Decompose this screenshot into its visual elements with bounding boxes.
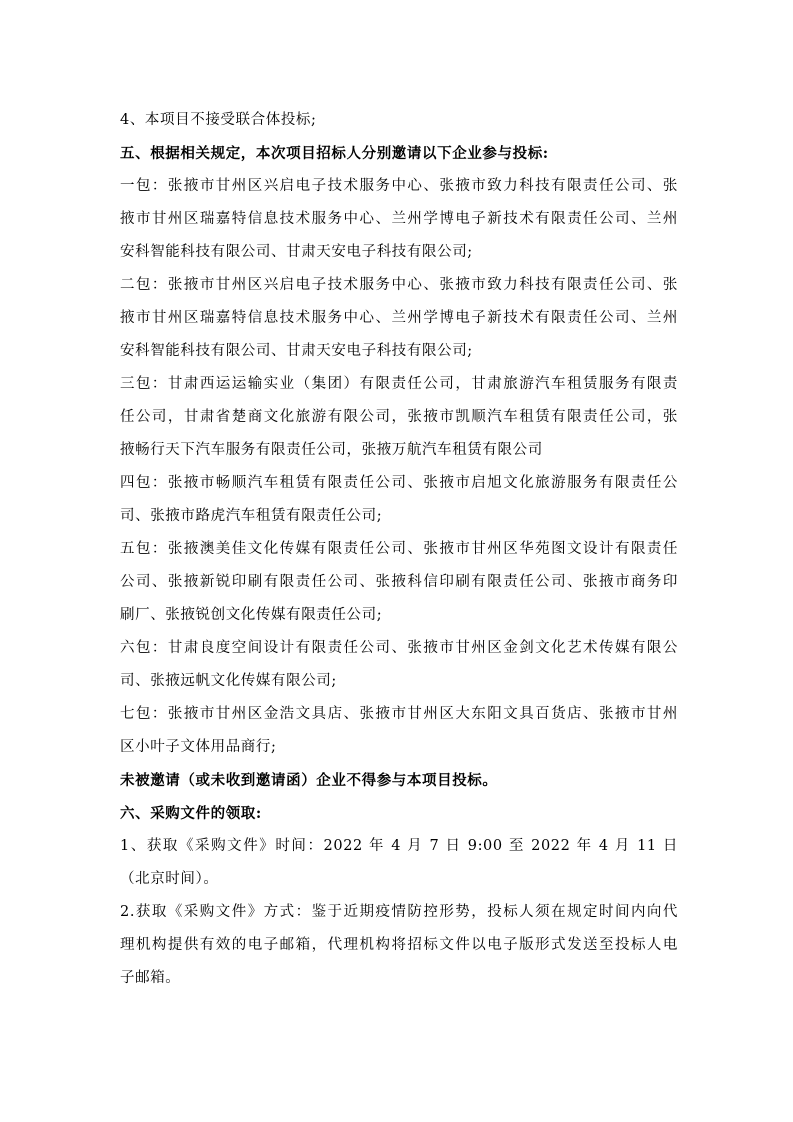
text-line-16: 刷厂、张掖锐创文化传媒有限责任公司; xyxy=(120,607,383,623)
text-line-13: 司、张掖市路虎汽车租赁有限责任公司; xyxy=(120,508,383,524)
section-heading-six: 六、采购文件的领取: xyxy=(120,805,262,822)
text-line-20: 区小叶子文体用品商行; xyxy=(120,739,277,755)
text-line-1: 4、本项目不接受联合体投标; xyxy=(120,112,317,128)
text-line-19: 七包：张掖市甘州区金浩文具店、张掖市甘州区大东阳文具百货店、张掖市甘州 xyxy=(120,706,678,722)
text-line-27: 子邮箱。 xyxy=(120,970,181,986)
text-line-18: 司、张掖远帆文化传媒有限公司; xyxy=(120,673,337,689)
document-body xyxy=(120,104,678,995)
text-line-15: 公司、张掖新锐印刷有限责任公司、张掖科信印刷有限责任公司、张掖市商务印 xyxy=(120,574,678,590)
text-line-26: 理机构提供有效的电子邮箱，代理机构将招标文件以电子版形式发送至投标人电 xyxy=(120,937,678,953)
text-line-5: 安科智能科技有限公司、甘肃天安电子科技有限公司; xyxy=(120,244,473,260)
text-line-4: 掖市甘州区瑞嘉特信息技术服务中心、兰州学博电子新技术有限责任公司、兰州 xyxy=(120,211,678,227)
notice-uninvited: 未被邀请（或未收到邀请函）企业不得参与本项目投标。 xyxy=(120,772,498,789)
text-line-11: 掖畅行天下汽车服务有限责任公司，张掖万航汽车租赁有限公司 xyxy=(120,442,543,458)
text-line-7: 掖市甘州区瑞嘉特信息技术服务中心、兰州学博电子新技术有限责任公司、兰州 xyxy=(120,310,678,326)
text-line-24: （北京时间）。 xyxy=(120,871,219,887)
text-line-14: 五包：张掖澳美佳文化传媒有限责任公司、张掖市甘州区华苑图文设计有限责任 xyxy=(120,541,678,557)
section-heading-five: 五、根据相关规定，本次项目招标人分别邀请以下企业参与投标: xyxy=(120,145,549,162)
text-line-3: 一包：张掖市甘州区兴启电子技术服务中心、张掖市致力科技有限责任公司、张 xyxy=(120,178,678,194)
text-line-12: 四包：张掖市畅顺汽车租赁有限责任公司、张掖市启旭文化旅游服务有限责任公 xyxy=(120,475,678,491)
text-line-9: 三包：甘肃西运运输实业（集团）有限责任公司，甘肃旅游汽车租赁服务有限责 xyxy=(120,376,678,392)
text-line-6: 二包：张掖市甘州区兴启电子技术服务中心、张掖市致力科技有限责任公司、张 xyxy=(120,277,678,293)
text-line-25: 2.获取《采购文件》方式：鉴于近期疫情防控形势，投标人须在规定时间内向代 xyxy=(120,904,678,920)
text-line-17: 六包：甘肃良度空间设计有限责任公司、张掖市甘州区金剑文化艺术传媒有限公 xyxy=(120,640,678,656)
text-line-23: 1、获取《采购文件》时间：2022 年 4 月 7 日 9:00 至 2022 年 4 月 11 日 xyxy=(120,838,678,854)
text-line-8: 安科智能科技有限公司、甘肃天安电子科技有限公司; xyxy=(120,343,473,359)
text-line-10: 任公司，甘肃省楚商文化旅游有限公司，张掖市凯顺汽车租赁有限责任公司，张 xyxy=(120,409,678,425)
